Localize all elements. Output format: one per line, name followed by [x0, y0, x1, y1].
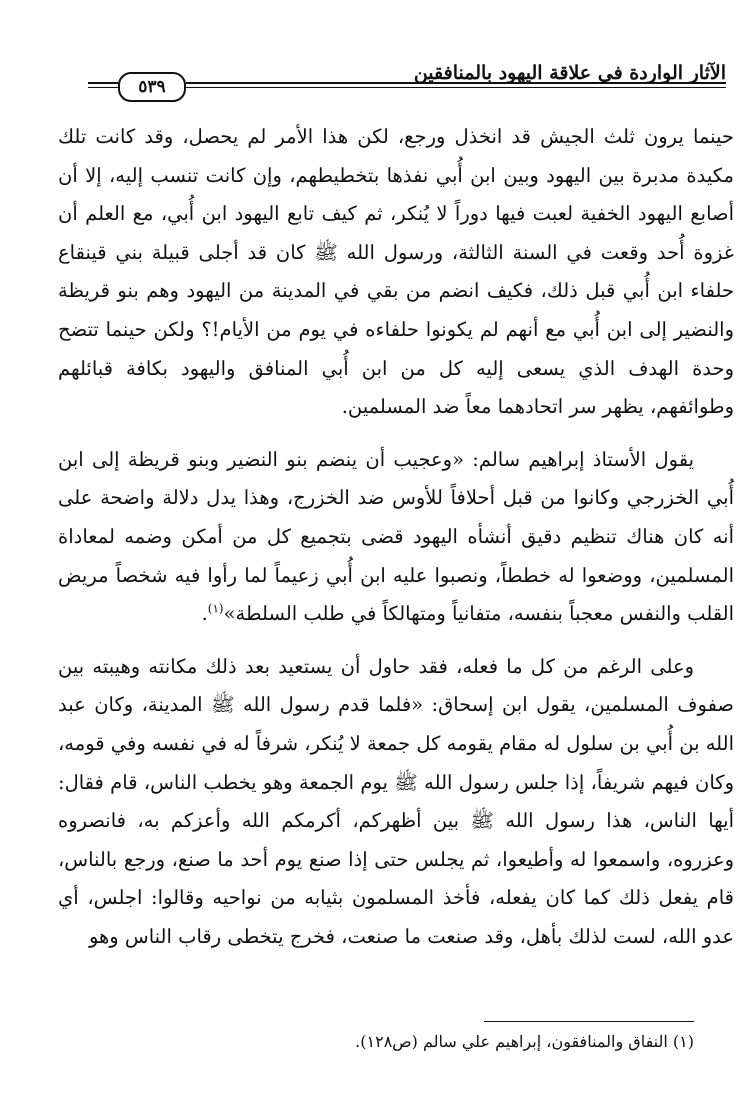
running-title: الآثار الواردة في علاقة اليهود بالمنافقين [413, 62, 726, 84]
header-rule [186, 82, 726, 84]
footnote-reference: (١) [207, 601, 224, 616]
footnote: (١) النفاق والمنافقون، إبراهيم علي سالم (ص١٢٨). [355, 1032, 694, 1051]
page-header [40, 58, 726, 102]
paragraph-3: وعلى الرغم من كل ما فعله، فقد حاول أن يستعيد بعد ذلك مكانته وهيبته بين صفوف المسلمين، يقول ابن إسحاق: «فلما قدم رسول الله ﷺ المدينة، وكان عبد الله بن أُبي بن سلول له مقام يقومه كل جمعة لا يُنكر، شرفاً له في نفسه وفي قومه، وكان فيهم شريفاً، إذا جلس رسول الله ﷺ يوم الجمعة وهو يخطب الناس، قام فقال: أيها الناس، هذا رسول الله ﷺ بين أظهركم، أكرمكم الله وأعزكم به، فانصروه وعزروه، واسمعوا له وأطيعوا، ثم يجلس حتى إذا صنع يوم أحد ما صنع، ورجع بالناس، قام يفعل ذلك كما كان يفعله، فأخذ المسلمون بثيابه من نواحيه وقالوا: اجلس، أي عدو الله، لست لذلك بأهل، وقد صنعت ما صنعت، فخرج يتخطى رقاب الناس وهو [58, 654, 734, 948]
paragraph-2-end: . [201, 602, 208, 626]
page-number: ٥٣٩ [118, 72, 186, 102]
paragraph-2 [58, 441, 734, 634]
header-rule [88, 87, 118, 88]
paragraph-1: حينما يرون ثلث الجيش قد انخذل ورجع، لكن هذا الأمر لم يحصل، وقد كانت تلك مكيدة مدبرة بين اليهود وبين ابن أُبي نفذها بتخطيطهم، وإن كانت تنسب إليه، إلا أن أصابع اليهود الخفية لعبت فيها دوراً لا يُنكر، ثم كيف تابع اليهود ابن أُبي، مع العلم أن غزوة أُحد وقعت في السنة الثالثة، ورسول الله ﷺ كان قد أجلى قبيلة بني قينقاع حلفاء ابن أُبي قبل ذلك، فكيف انضم من بقي في المدينة من اليهود وهم بنو قريظة والنضير إلى ابن أُبي مع أنهم لم يكونوا حلفاءه في يوم من الأيام!؟ ولكن حينما تتضح وحدة الهدف الذي يسعى إليه كل من ابن أُبي المنافق واليهود بكافة قبائلهم وطوائفهم، يظهر سر اتحادهما معاً ضد المسلمين. [58, 125, 734, 419]
main-text [58, 118, 734, 956]
header-rule [88, 82, 118, 84]
header-rule [186, 87, 726, 88]
footnote-separator [484, 1021, 694, 1022]
paragraph-2-text: يقول الأستاذ إبراهيم سالم: «وعجيب أن ينضم بنو النضير وبنو قريظة إلى ابن أُبي الخزرجي وكانوا من قبل أحلافاً للأوس ضد الخزرج، وهذا يدل دلالة واضحة على أنه كان هناك تنظيم دقيق أنشأه اليهود قضى بتجميع كل من أمكن وضمه لمعاداة المسلمين، ووضعوا له خططاً، ونصبوا عليه ابن أُبي زعيماً لما رأوا فيه شخصاً مريض القلب والنفس معجباً بنفسه، متفانياً ومتهالكاً في طلب السلطة» [58, 447, 734, 626]
